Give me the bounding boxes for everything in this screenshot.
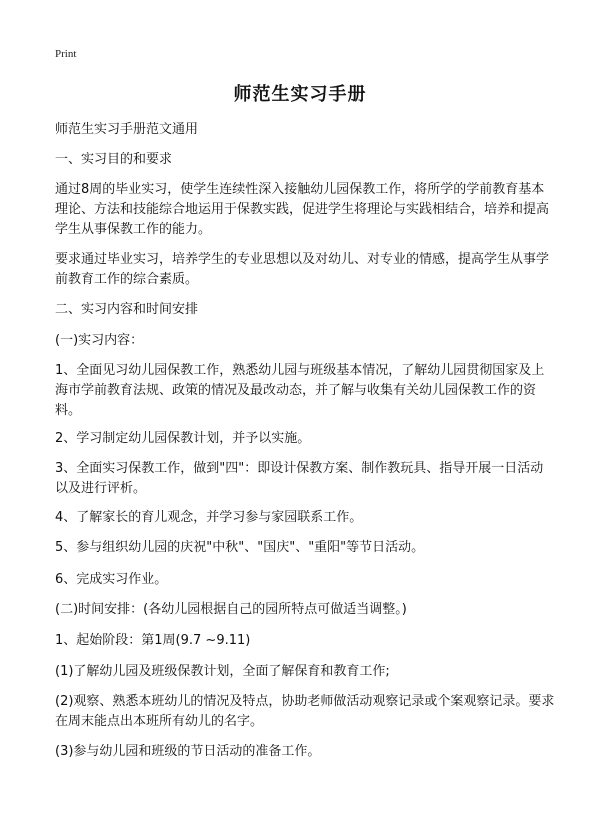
list-item: 2、学习制定幼儿园保教计划，并予以实施。 [55, 431, 311, 446]
print-label: Print [55, 48, 77, 60]
list-item: 3、全面实习保教工作，做到"四"：即设计保教方案、制作教玩具、指导开展一日活动以及进行评析。 [55, 461, 544, 496]
schedule-phase: 1、起始阶段：第1周(9.7 ~9.11) [55, 633, 251, 648]
subsection-heading-content: (一)实习内容： [55, 333, 144, 348]
list-item: 1、全面见习幼儿园保教工作，熟悉幼儿园与班级基本情况，了解幼儿园贯彻国家及上海市学前教育法规、政策的情况及最改动态，并了解与收集有关幼儿园保教工作的资料。 [55, 363, 545, 418]
subsection-heading-schedule: (二)时间安排：(各幼儿园根据自己的园所特点可做适当调整。) [55, 602, 407, 617]
paragraph-purpose: 通过8周的毕业实习，使学生连续性深入接触幼儿园保教工作，将所学的学前教育基本理论、方法和技能综合地运用于保教实践，促进学生将理论与实践相结合，培养和提高学生从事保教工作的能力。 [55, 182, 550, 237]
list-item: (1)了解幼儿园及班级保教计划，全面了解保育和教育工作; [55, 664, 390, 679]
section-heading-content: 二、实习内容和时间安排 [55, 302, 199, 317]
paragraph-requirements: 要求通过毕业实习，培养学生的专业思想以及对幼儿、对专业的情感，提高学生从事学前教育工作的综合素质。 [55, 252, 550, 287]
list-item: 4、了解家长的育儿观念，并学习参与家园联系工作。 [55, 510, 363, 525]
section-heading-purpose: 一、实习目的和要求 [55, 152, 173, 167]
list-item: 5、参与组织幼儿园的庆祝"中秋"、"国庆"、"重阳"等节日活动。 [55, 540, 425, 555]
list-item: 6、完成实习作业。 [55, 572, 168, 587]
document-title: 师范生实习手册 [233, 84, 367, 105]
list-item: (3)参与幼儿园和班级的节日活动的准备工作。 [55, 744, 321, 759]
list-item: (2)观察、熟悉本班幼儿的情况及特点，协助老师做活动观察记录或个案观察记录。要求在周末能点出本班所有幼儿的名字。 [55, 694, 555, 729]
subtitle: 师范生实习手册范文通用 [55, 122, 199, 137]
